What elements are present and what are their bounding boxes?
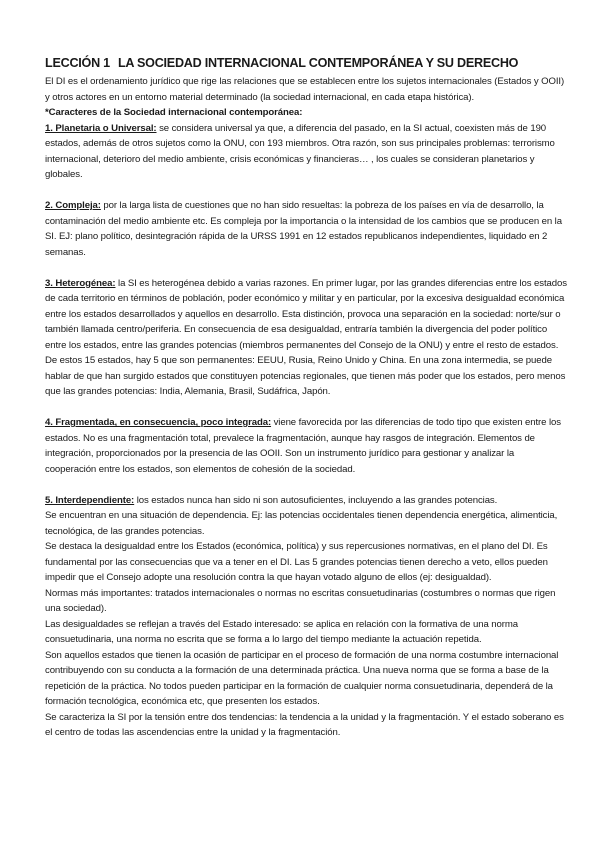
section-body: por la larga lista de cuestiones que no han sido resueltas: la pobreza de los países en vía de desarrollo, la contaminación del medio ambiente etc. Es compleja por la importancia o la intensidad de los cambios que se producen en la SI. EJ: plano político, desintegración rápida de la URSS 1991 en 12 estados republicanos independientes, liquidado en 2 semanas. (45, 200, 562, 258)
section-heading: 2. Compleja: (45, 200, 101, 211)
interdependiente-paragraph: Se destaca la desigualdad entre los Estados (económica, política) y sus repercusiones normativas, en el plano del DI. Es fundamental por las consecuencias que va a tener en el DI. Las 5 grandes potencias tienen derecho a veto, ellos pueden impedir que el Consejo adopte una resolución contra la que hayan votado alguno de ellos (ej: desigualdad). (45, 541, 548, 583)
section-fragmentada (45, 415, 567, 477)
interdependiente-paragraph: Se encuentran en una situación de dependencia. Ej: las potencias occidentales tienen dependencia energética, alimenticia, tecnológica, de las grandes potencias. (45, 510, 558, 537)
section-planetaria (45, 121, 567, 183)
section-body: la SI es heterogénea debido a varias razones. En primer lugar, por las grandes diferencias entre los estados de cada territorio en términos de población, poder económico y militar y en particular, por la excesiva desigualdad económica entre los estados desarrollados y aquellos en desarrollo. Esta distinción, provoca una separación en la sociedad: norte/sur o también llamada centro/periferia. En consecuencia de esa desigualdad, entraría también la divergencia del poder político entre los estados, entre las grandes potencias (miembros permanentes del Consejo de la ONU) y entre el resto de estados. De estos 15 estados, hay 5 que son permanentes: EEUU, Rusia, Reino Unido y China. En una zona intermedia, se puede hablar de que han surgido estados que constituyen potencias regionales, que tienen más poder que los estados, pero menos que las grandes potencias: India, Alemania, Brasil, Sudáfrica, Japón. (45, 277, 567, 397)
lesson-title-text: LA SOCIEDAD INTERNACIONAL CONTEMPORÁNEA Y SU DERECHO (117, 56, 519, 70)
section-body: viene favorecida por las diferencias de todo tipo que existen entre los estados. No es una fragmentación total, prevalece la fragmentación, aunque hay rasgos de integración. Elementos de integración, proporcionados por la presencia de las OOII. Son un instrumento jurídico para gestionar y analizar la cooperación entre los estados, son elementos de cohesión de la sociedad. (45, 417, 561, 475)
section-heading: 4. Fragmentada, en consecuencia, poco integrada: (45, 417, 272, 428)
section-body: los estados nunca han sido ni son autosuficientes, incluyendo a las grandes potencias. (134, 494, 498, 506)
intro-paragraph: El DI es el ordenamiento jurídico que rige las relaciones que se establecen entre los sujetos internacionales (Estados y OOII) y otros actores en un entorno material determinado (la sociedad internacional, en cada etapa histórica). (45, 76, 565, 103)
interdependiente-paragraph: Las desigualdades se reflejan a través del Estado interesado: se aplica en relación con la formativa de una norma consuetudinaria, una norma no escrita que se forma a lo largo del tiempo mediante la actuación repetida. (45, 618, 518, 645)
interdependiente-paragraph: Se caracteriza la SI por la tensión entre dos tendencias: la tendencia a la unidad y la fragmentación. Y el estado soberano es el centro de todas las ascendencias entre la unidad y la fragmentación. (45, 711, 564, 738)
section-compleja (45, 198, 567, 260)
section-heading: 1. Planetaria o Universal: (45, 122, 157, 134)
section-interdependiente (45, 493, 567, 509)
section-heterogenea (45, 276, 567, 400)
characters-heading: *Caracteres de la Sociedad internacional contemporánea: (45, 107, 303, 118)
lesson-title (45, 55, 567, 71)
interdependiente-paragraph: Son aquellos estados que tienen la ocasión de participar en el proceso de formación de una norma costumbre internacional contribuyendo con su conducta a la formación de una determinada práctica. Una nueva norma que se forma a base de la repetición de la práctica. No todos pueden participar en la formación de cualquier norma consuetudinaria, dependerá de la formación tecnológica, económica etc, que presenten los estados. (45, 649, 559, 707)
section-body: se considera universal ya que, a diferencia del pasado, en la SI actual, coexisten más de 190 estados, además de otros sujetos como la ONU, con 193 miembros. Otra razón, son sus principales problemas: terrorismo internacional, deterioro del medio ambiente, crisis económicas y financieras… , los cuales se consideran planetarios y globales. (45, 122, 555, 180)
section-heading: 5. Interdependiente: (45, 494, 135, 506)
section-heading: 3. Heterogénea: (45, 277, 116, 289)
lesson-number: LECCIÓN 1 (45, 56, 110, 70)
interdependiente-paragraph: Normas más importantes: tratados internacionales o normas no escritas consuetudinarias (costumbres o normas que rigen una sociedad). (45, 587, 556, 614)
document-page (45, 55, 567, 741)
